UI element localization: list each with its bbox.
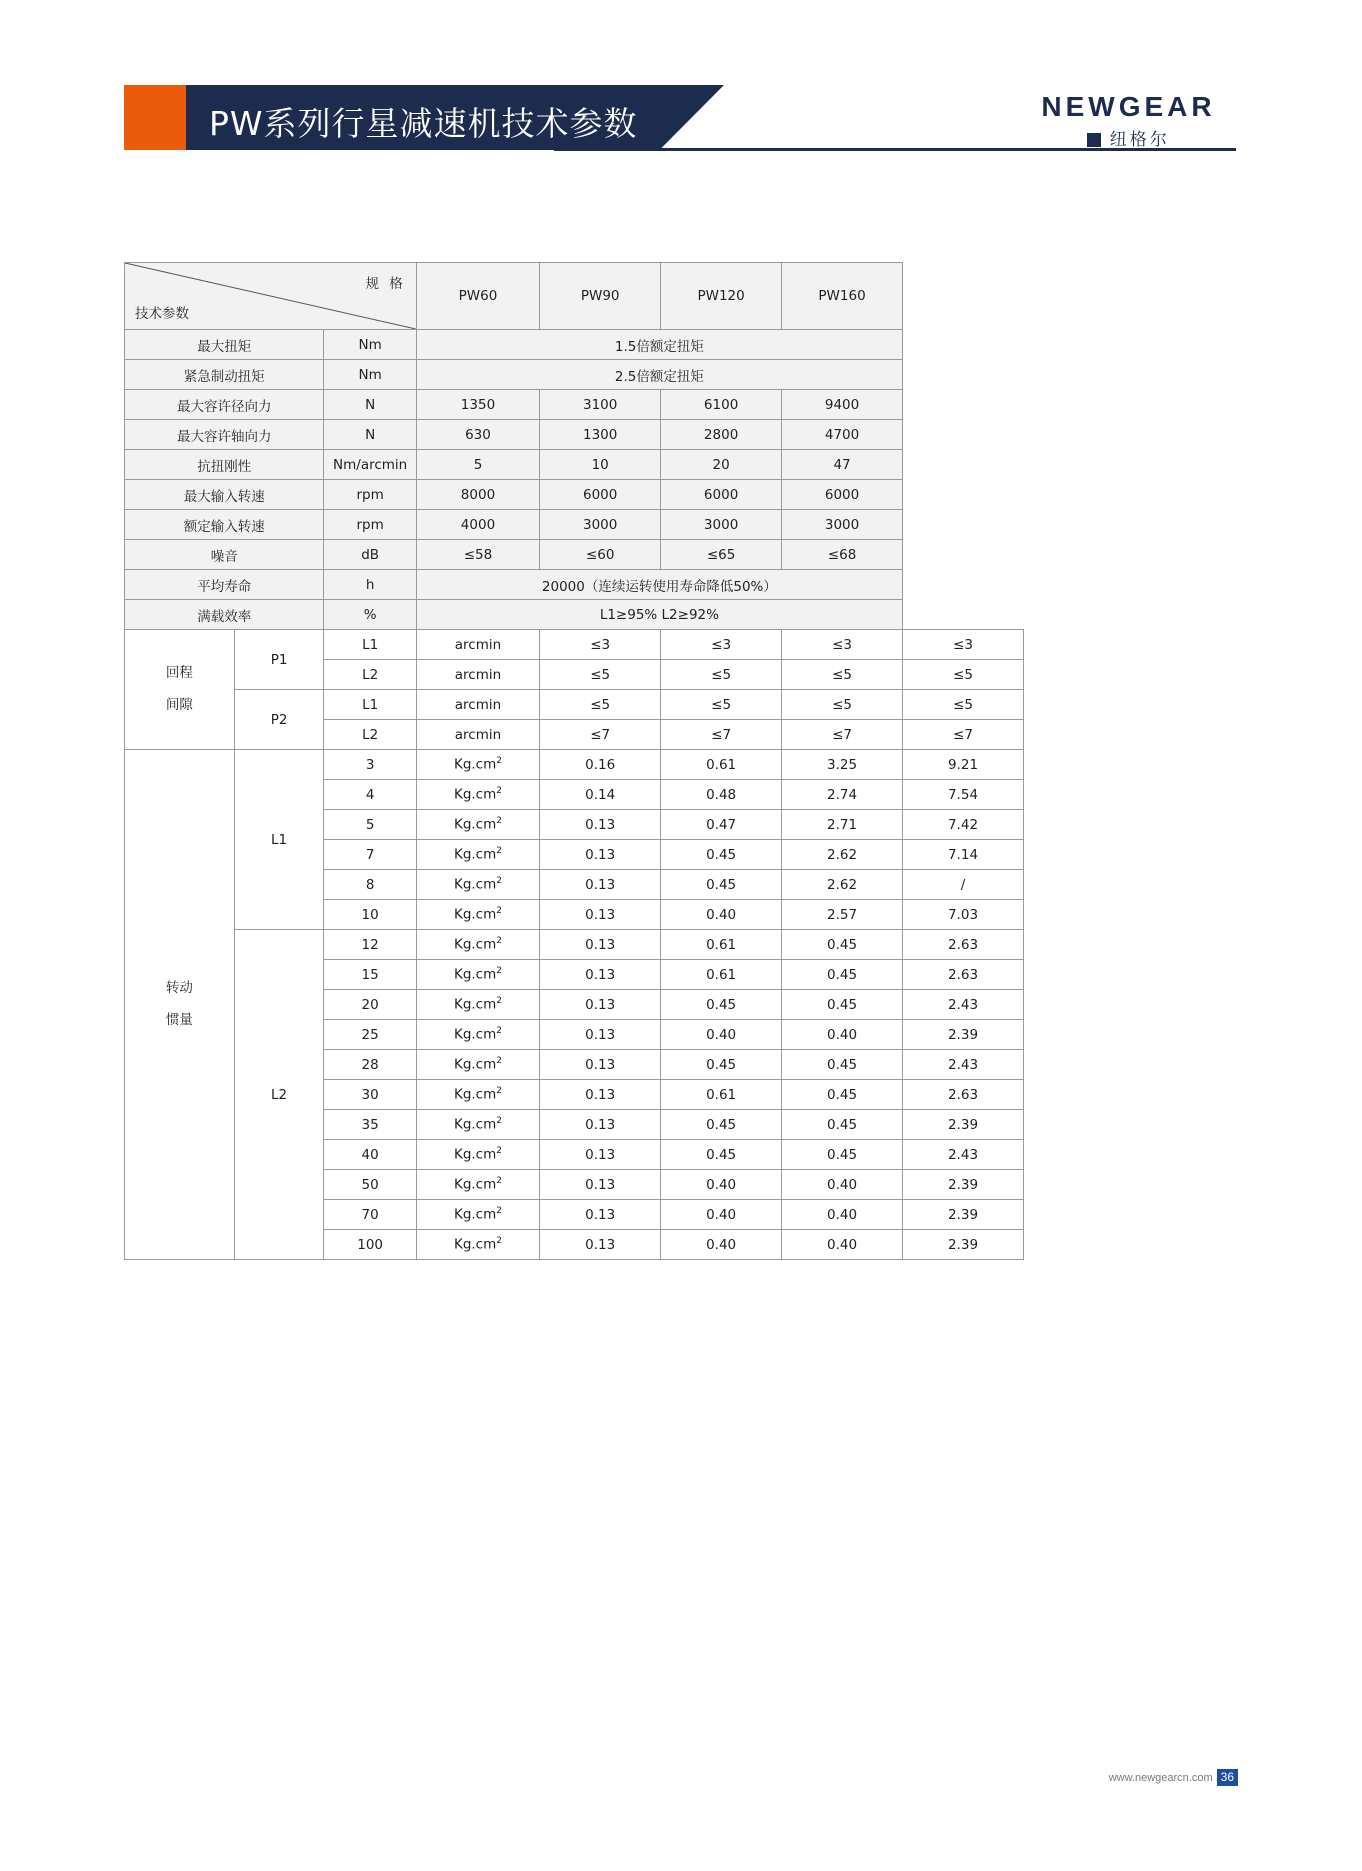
inertia-value-1: 0.13: [540, 1230, 661, 1260]
backlash-value-4: ≤7: [903, 720, 1024, 750]
inertia-value-4: 7.54: [903, 780, 1024, 810]
backlash-value-3: ≤3: [782, 630, 903, 660]
backlash-value-1: ≤5: [540, 660, 661, 690]
row-span-value: 20000（连续运转使用寿命降低50%）: [416, 570, 902, 600]
brand-name-cn: 纽格尔: [1109, 130, 1170, 150]
row-value-3: 3000: [661, 510, 782, 540]
inertia-unit: $Kg.cm^2$: [416, 840, 539, 870]
banner-accent-block: [124, 85, 186, 150]
backlash-stage-label: P2: [234, 690, 324, 750]
row-unit: h: [324, 570, 416, 600]
inertia-value-2: 0.45: [661, 1050, 782, 1080]
backlash-value-4: ≤5: [903, 660, 1024, 690]
inertia-unit: $Kg.cm^2$: [416, 1230, 539, 1260]
model-header-4: PW160: [782, 263, 903, 330]
inertia-ratio-label: 30: [324, 1080, 416, 1110]
inertia-value-3: 0.40: [782, 1230, 903, 1260]
table-row: [125, 480, 1024, 510]
row-unit: Nm/arcmin: [324, 450, 416, 480]
table-row: [125, 540, 1024, 570]
backlash-unit: arcmin: [416, 630, 539, 660]
inertia-value-2: 0.47: [661, 810, 782, 840]
page-number: 36: [1217, 1769, 1238, 1786]
inertia-value-3: 0.40: [782, 1020, 903, 1050]
inertia-unit: $Kg.cm^2$: [416, 1110, 539, 1140]
backlash-row: [125, 630, 1024, 660]
inertia-value-1: 0.13: [540, 810, 661, 840]
inertia-ratio-label: 4: [324, 780, 416, 810]
inertia-value-2: 0.61: [661, 960, 782, 990]
row-label: 噪音: [125, 540, 324, 570]
row-value-2: 3100: [540, 390, 661, 420]
inertia-value-4: 7.14: [903, 840, 1024, 870]
inertia-value-1: 0.13: [540, 960, 661, 990]
row-value-2: ≤60: [540, 540, 661, 570]
row-value-4: 47: [782, 450, 903, 480]
inertia-value-2: 0.45: [661, 1110, 782, 1140]
row-label: 平均寿命: [125, 570, 324, 600]
backlash-level-label: L2: [324, 720, 416, 750]
inertia-value-4: /: [903, 870, 1024, 900]
inertia-ratio-label: 28: [324, 1050, 416, 1080]
row-label: 最大扭矩: [125, 330, 324, 360]
inertia-value-4: 2.43: [903, 1050, 1024, 1080]
table-row: [125, 360, 1024, 390]
inertia-unit: $Kg.cm^2$: [416, 990, 539, 1020]
row-value-1: 1350: [416, 390, 539, 420]
inertia-value-1: 0.13: [540, 1170, 661, 1200]
inertia-unit: $Kg.cm^2$: [416, 1200, 539, 1230]
inertia-value-3: 2.57: [782, 900, 903, 930]
backlash-value-2: ≤7: [661, 720, 782, 750]
inertia-unit: $Kg.cm^2$: [416, 1050, 539, 1080]
backlash-unit: arcmin: [416, 690, 539, 720]
table-corner-cell: [125, 263, 417, 330]
inertia-ratio-label: 100: [324, 1230, 416, 1260]
inertia-ratio-label: 50: [324, 1170, 416, 1200]
row-unit: dB: [324, 540, 416, 570]
inertia-ratio-label: 25: [324, 1020, 416, 1050]
inertia-value-3: 0.45: [782, 1140, 903, 1170]
inertia-value-2: 0.48: [661, 780, 782, 810]
table-row: [125, 390, 1024, 420]
row-value-2: 3000: [540, 510, 661, 540]
inertia-value-2: 0.40: [661, 1020, 782, 1050]
row-value-3: 20: [661, 450, 782, 480]
backlash-value-4: ≤5: [903, 690, 1024, 720]
backlash-value-3: ≤5: [782, 690, 903, 720]
inertia-value-1: 0.13: [540, 840, 661, 870]
model-header-3: PW120: [661, 263, 782, 330]
inertia-value-1: 0.13: [540, 1050, 661, 1080]
inertia-value-4: 7.03: [903, 900, 1024, 930]
row-unit: rpm: [324, 510, 416, 540]
backlash-value-3: ≤5: [782, 660, 903, 690]
inertia-value-1: 0.13: [540, 1200, 661, 1230]
backlash-value-1: ≤7: [540, 720, 661, 750]
spec-table: [124, 262, 1024, 1260]
inertia-value-4: 2.63: [903, 960, 1024, 990]
inertia-unit: $Kg.cm^2$: [416, 780, 539, 810]
row-value-3: 6000: [661, 480, 782, 510]
inertia-value-1: 0.13: [540, 870, 661, 900]
backlash-level-label: L2: [324, 660, 416, 690]
backlash-value-2: ≤5: [661, 690, 782, 720]
inertia-value-2: 0.61: [661, 1080, 782, 1110]
table-row: [125, 510, 1024, 540]
row-value-1: ≤58: [416, 540, 539, 570]
spec-table-body: [125, 263, 1024, 1260]
row-value-3: 6100: [661, 390, 782, 420]
row-value-4: 9400: [782, 390, 903, 420]
inertia-unit: $Kg.cm^2$: [416, 1020, 539, 1050]
row-value-2: 10: [540, 450, 661, 480]
row-unit: %: [324, 600, 416, 630]
row-value-4: 3000: [782, 510, 903, 540]
row-label: 额定输入转速: [125, 510, 324, 540]
row-label: 抗扭刚性: [125, 450, 324, 480]
inertia-value-3: 2.62: [782, 870, 903, 900]
inertia-value-4: 9.21: [903, 750, 1024, 780]
inertia-value-3: 0.45: [782, 1110, 903, 1140]
inertia-ratio-label: 35: [324, 1110, 416, 1140]
page-header: [124, 85, 1236, 157]
row-unit: Nm: [324, 330, 416, 360]
row-value-4: ≤68: [782, 540, 903, 570]
inertia-value-1: 0.13: [540, 990, 661, 1020]
backlash-row: [125, 690, 1024, 720]
inertia-value-3: 0.40: [782, 1170, 903, 1200]
inertia-ratio-label: 10: [324, 900, 416, 930]
inertia-value-4: 2.63: [903, 930, 1024, 960]
inertia-ratio-label: 15: [324, 960, 416, 990]
row-value-4: 4700: [782, 420, 903, 450]
row-value-2: 6000: [540, 480, 661, 510]
backlash-value-3: ≤7: [782, 720, 903, 750]
model-header-2: PW90: [540, 263, 661, 330]
row-label: 最大容许径向力: [125, 390, 324, 420]
row-label: 最大输入转速: [125, 480, 324, 510]
row-value-2: 1300: [540, 420, 661, 450]
inertia-value-3: 0.45: [782, 990, 903, 1020]
inertia-value-4: 2.39: [903, 1170, 1024, 1200]
inertia-stage-label: L1: [234, 750, 324, 930]
model-header-1: PW60: [416, 263, 539, 330]
backlash-unit: arcmin: [416, 720, 539, 750]
corner-param-label: 技术参数: [135, 306, 189, 322]
table-row: [125, 330, 1024, 360]
row-label: 满载效率: [125, 600, 324, 630]
inertia-value-1: 0.13: [540, 900, 661, 930]
corner-spec-label: 规 格: [365, 276, 406, 292]
page-footer: [1109, 1769, 1238, 1786]
inertia-ratio-label: 5: [324, 810, 416, 840]
brand-mark-icon: [1087, 133, 1101, 147]
inertia-value-1: 0.13: [540, 930, 661, 960]
row-span-value: 2.5倍额定扭矩: [416, 360, 902, 390]
inertia-value-3: 2.74: [782, 780, 903, 810]
row-value-1: 630: [416, 420, 539, 450]
inertia-unit: $Kg.cm^2$: [416, 810, 539, 840]
inertia-value-4: 2.43: [903, 990, 1024, 1020]
backlash-value-2: ≤5: [661, 660, 782, 690]
inertia-value-2: 0.61: [661, 930, 782, 960]
row-span-value: L1≥95% L2≥92%: [416, 600, 902, 630]
inertia-value-2: 0.61: [661, 750, 782, 780]
table-row: [125, 420, 1024, 450]
inertia-unit: $Kg.cm^2$: [416, 960, 539, 990]
inertia-ratio-label: 3: [324, 750, 416, 780]
row-value-1: 8000: [416, 480, 539, 510]
inertia-value-2: 0.40: [661, 1230, 782, 1260]
backlash-stage-label: P1: [234, 630, 324, 690]
table-row: [125, 600, 1024, 630]
row-value-3: ≤65: [661, 540, 782, 570]
inertia-value-3: 0.45: [782, 1050, 903, 1080]
backlash-level-label: L1: [324, 630, 416, 660]
row-value-4: 6000: [782, 480, 903, 510]
inertia-value-1: 0.13: [540, 1110, 661, 1140]
brand-logo: [1021, 91, 1236, 150]
inertia-ratio-label: 70: [324, 1200, 416, 1230]
backlash-level-label: L1: [324, 690, 416, 720]
inertia-ratio-label: 20: [324, 990, 416, 1020]
spec-table-wrapper: [124, 262, 1024, 1260]
inertia-unit: $Kg.cm^2$: [416, 900, 539, 930]
page-title: PW系列行星减速机技术参数: [209, 104, 638, 143]
inertia-value-3: 0.45: [782, 960, 903, 990]
inertia-unit: $Kg.cm^2$: [416, 1080, 539, 1110]
inertia-value-4: 2.63: [903, 1080, 1024, 1110]
inertia-value-2: 0.40: [661, 900, 782, 930]
inertia-value-3: 0.45: [782, 930, 903, 960]
inertia-value-4: 2.39: [903, 1230, 1024, 1260]
inertia-ratio-label: 7: [324, 840, 416, 870]
inertia-value-2: 0.45: [661, 840, 782, 870]
inertia-ratio-label: 12: [324, 930, 416, 960]
title-banner: [124, 85, 724, 150]
inertia-value-3: 2.62: [782, 840, 903, 870]
backlash-group-label: 回程 间隙: [125, 630, 235, 750]
brand-sub: [1087, 125, 1169, 150]
inertia-value-1: 0.13: [540, 1140, 661, 1170]
inertia-value-3: 2.71: [782, 810, 903, 840]
inertia-value-2: 0.40: [661, 1170, 782, 1200]
backlash-value-1: ≤5: [540, 690, 661, 720]
backlash-value-4: ≤3: [903, 630, 1024, 660]
inertia-value-3: 3.25: [782, 750, 903, 780]
inertia-unit: $Kg.cm^2$: [416, 1140, 539, 1170]
inertia-unit: $Kg.cm^2$: [416, 750, 539, 780]
backlash-unit: arcmin: [416, 660, 539, 690]
inertia-row: [125, 930, 1024, 960]
inertia-value-4: 2.43: [903, 1140, 1024, 1170]
inertia-ratio-label: 8: [324, 870, 416, 900]
row-label: 紧急制动扭矩: [125, 360, 324, 390]
inertia-group-label: 转动 惯量: [125, 750, 235, 1260]
inertia-value-1: 0.16: [540, 750, 661, 780]
inertia-unit: $Kg.cm^2$: [416, 870, 539, 900]
brand-name: NEWGEAR: [1041, 91, 1216, 122]
row-unit: Nm: [324, 360, 416, 390]
row-unit: N: [324, 420, 416, 450]
backlash-value-1: ≤3: [540, 630, 661, 660]
row-value-1: 4000: [416, 510, 539, 540]
inertia-value-3: 0.40: [782, 1200, 903, 1230]
row-span-value: 1.5倍额定扭矩: [416, 330, 902, 360]
inertia-value-4: 2.39: [903, 1020, 1024, 1050]
inertia-value-2: 0.45: [661, 990, 782, 1020]
row-label: 最大容许轴向力: [125, 420, 324, 450]
table-header-row: [125, 263, 1024, 330]
inertia-value-4: 7.42: [903, 810, 1024, 840]
inertia-value-1: 0.13: [540, 1020, 661, 1050]
backlash-value-2: ≤3: [661, 630, 782, 660]
table-row: [125, 570, 1024, 600]
inertia-unit: $Kg.cm^2$: [416, 930, 539, 960]
table-row: [125, 450, 1024, 480]
inertia-value-3: 0.45: [782, 1080, 903, 1110]
inertia-stage-label: L2: [234, 930, 324, 1260]
inertia-ratio-label: 40: [324, 1140, 416, 1170]
row-unit: rpm: [324, 480, 416, 510]
footer-url[interactable]: www.newgearcn.com: [1108, 1771, 1213, 1784]
row-unit: N: [324, 390, 416, 420]
inertia-value-1: 0.14: [540, 780, 661, 810]
inertia-value-4: 2.39: [903, 1110, 1024, 1140]
inertia-unit: $Kg.cm^2$: [416, 1170, 539, 1200]
inertia-value-2: 0.40: [661, 1200, 782, 1230]
inertia-value-4: 2.39: [903, 1200, 1024, 1230]
row-value-1: 5: [416, 450, 539, 480]
inertia-value-2: 0.45: [661, 870, 782, 900]
inertia-value-2: 0.45: [661, 1140, 782, 1170]
row-value-3: 2800: [661, 420, 782, 450]
inertia-row: [125, 750, 1024, 780]
inertia-value-1: 0.13: [540, 1080, 661, 1110]
